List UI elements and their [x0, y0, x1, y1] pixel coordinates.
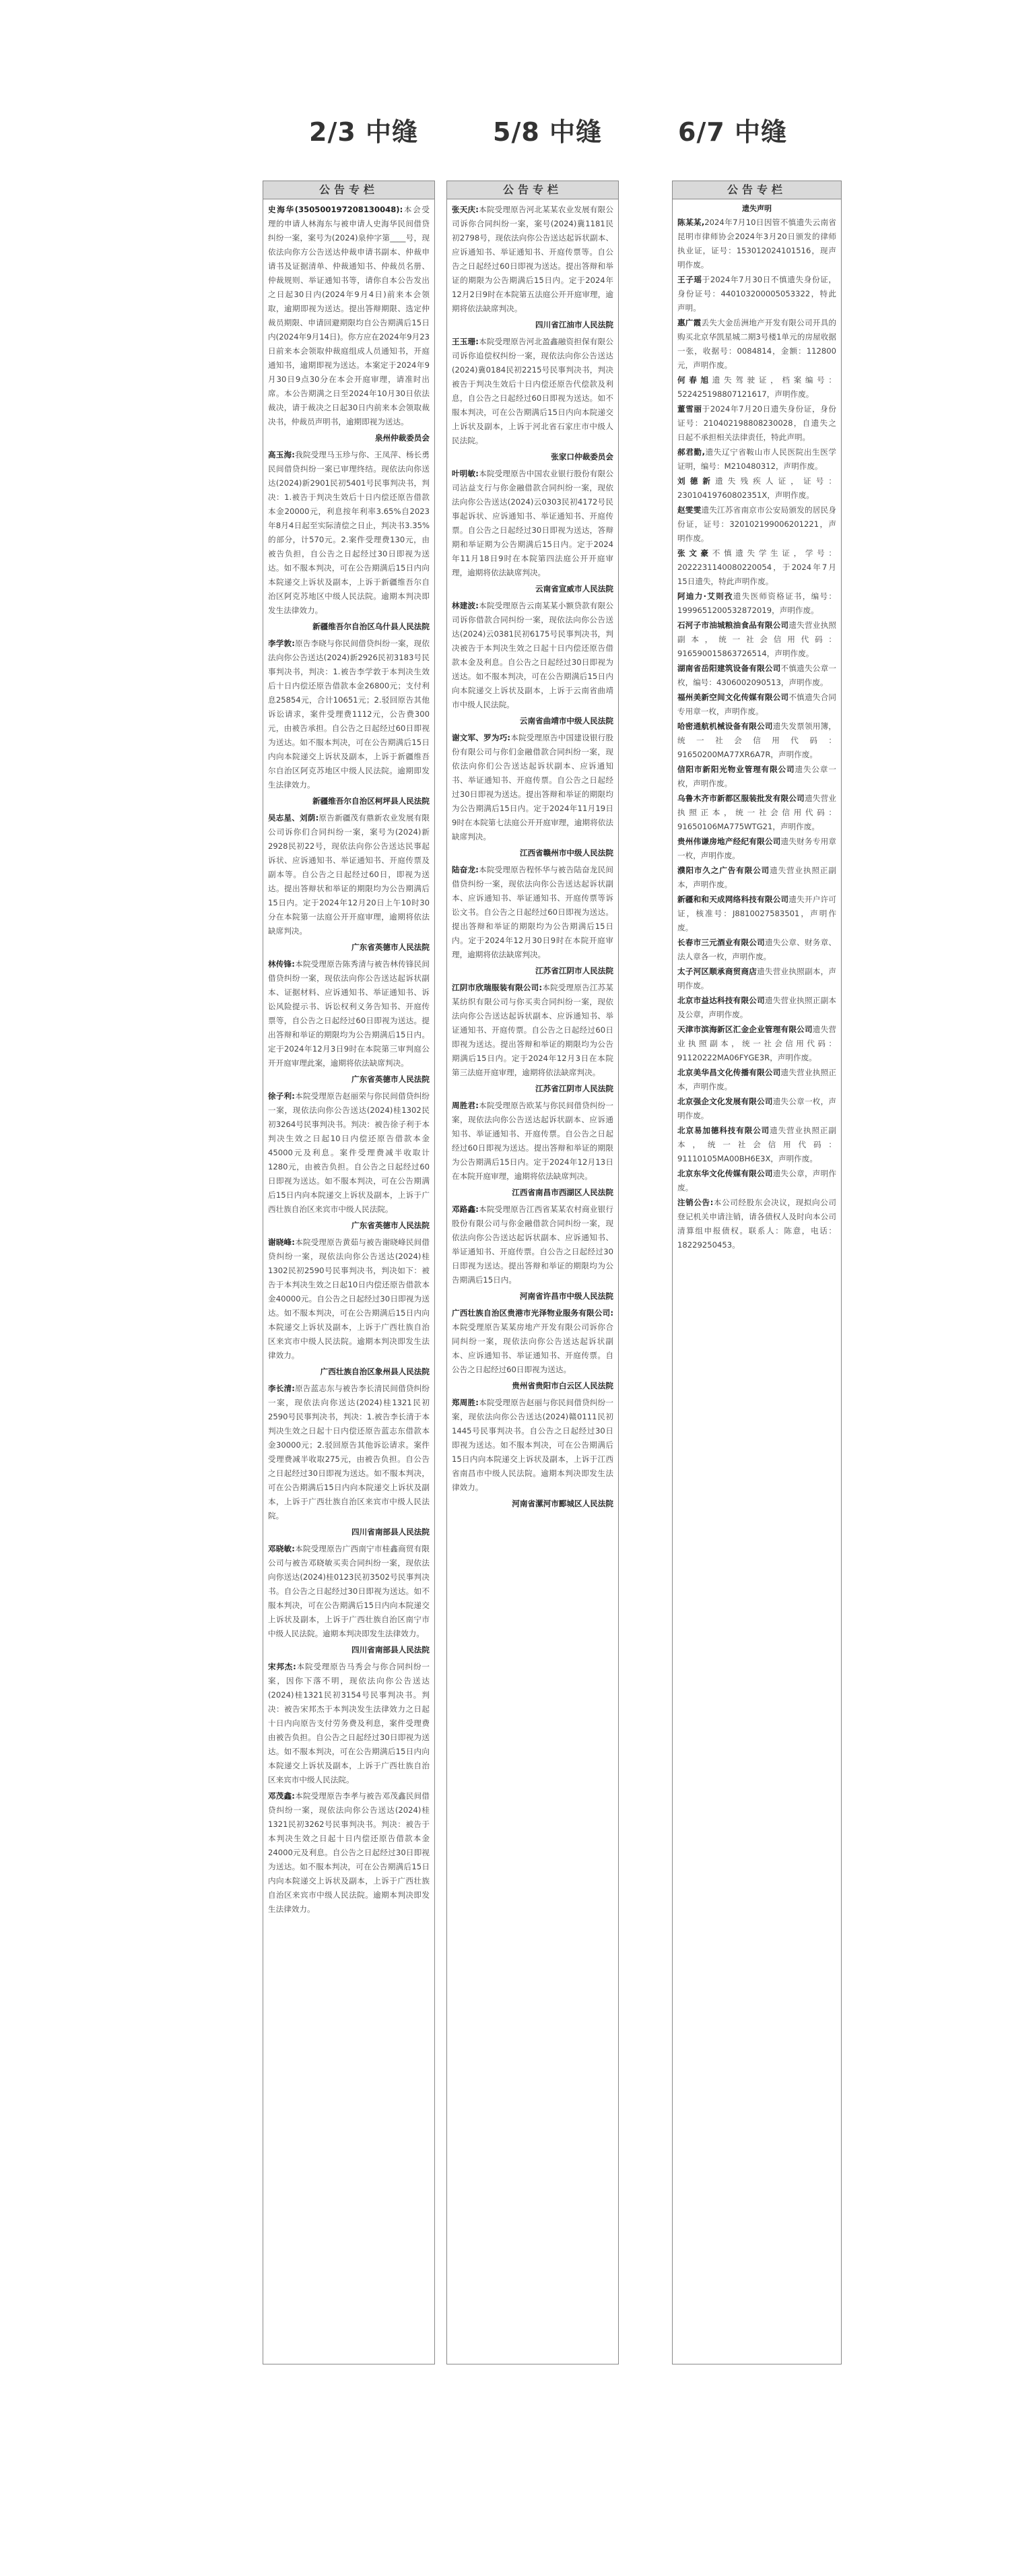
- notice-issuer: 四川省江油市人民法院: [535, 320, 613, 329]
- lost-notice-item: [677, 589, 836, 618]
- notice-paragraph: [268, 811, 430, 938]
- lost-notice-item: [677, 546, 836, 589]
- lost-notice-text: 不慎遗失学生证，学号：2022231140080220054，于2024年7月15日遗失，特此声明作废。: [677, 548, 836, 586]
- lost-notice-item: [677, 1095, 836, 1123]
- notice-text: 本院受理原告陈秀清与被告林传锋民间借贷纠纷一案，现依法向你公告送达起诉状副本、证据材料、应诉通知书、举证通知书、诉讼风险提示书、诉讼权利义务告知书、开庭传票等，自公告之日起经过60日即视为送达。提出答辩和举证的期限均为公告期满后15日内。定于2024年12月3日9时在本院第三审判庭公开开庭审理此案，逾期将依法缺席判决。: [268, 959, 430, 1068]
- notice-paragraph: [268, 1235, 430, 1363]
- lost-notice-text: 遗失医师资格证书，编号：1999651200532872019，声明作废。: [677, 591, 836, 615]
- lost-notice-item: [677, 1066, 836, 1094]
- notice-addressee: 吴志星、刘荫:: [268, 813, 319, 823]
- notice-issuer: 广东省英德市人民法院: [351, 1221, 430, 1230]
- notice-text: 本院受理原告河北盈鑫融资担保有限公司诉你追偿权纠纷一案，现依法向你公告送达(2024)冀0184民初2215号民事判决书，判决被告于判决生效后十日内偿还原告代偿款及利息，自公告之日起经过60日即视为送达。如不服本判决，可在公告期满后15日内向本院递交上诉状及副本，上诉于河北省石家庄市中级人民法院。: [452, 337, 613, 445]
- notice-paragraph: [452, 467, 613, 580]
- lost-notice-text: 2024年7月10日因管不慎遗失云南省昆明市律师协会2024年3月20日颁发的律师执业证，证号：153012024101516，现声明作废。: [677, 218, 837, 269]
- notice-issuer: 河南省漯河市郾城区人民法院: [512, 1499, 613, 1508]
- lost-notice-text: 遗失营业执照正本，统一社会信用代码：91650106MA775WTG21，声明作废。: [677, 794, 836, 831]
- lost-notice-item: [677, 690, 836, 719]
- lost-notice-party: 新疆和和天成网络科技有限公司: [677, 895, 789, 904]
- notice-addressee: 宋邦杰:: [268, 1662, 296, 1671]
- lost-notice-item: [677, 864, 836, 892]
- notice-text: 原告蓝志东与被告李长清民间借贷纠纷一案，现依法向你送达(2024)桂1321民初2590号民事判决书，判决：1.被告李长清于本判决生效之日起十日内偿还原告蓝志东借款本金30000元；2.驳回原告其他诉讼请求。案件受理费减半收取275元，由被告负担。自公告之日起经过30日即视为送达。如不服本判决，可在公告期满后15日内向本院递交上诉状及副本，上诉于广西壮族自治区来宾市中级人民法院。: [268, 1384, 430, 1520]
- notice-addressee: 周胜君:: [452, 1101, 479, 1110]
- lost-notice-item: [677, 1196, 836, 1252]
- notice-issuer: 张家口仲裁委员会: [551, 452, 613, 461]
- notice-addressee: 广西壮族自治区贵港市光泽物业服务有限公司:: [452, 1308, 613, 1318]
- notice-addressee: 林传锋:: [268, 959, 295, 969]
- notice-issuer: 四川省南部县人民法院: [351, 1527, 430, 1537]
- lost-notice-party: 张文豪: [677, 548, 712, 558]
- notice-text: 本院受理原告赵丽荣与你民间借贷纠纷一案，现依法向你公告送达(2024)桂1302民初3264号民事判决书。判决：被告徐子利于本判决生效之日起10日内偿还原告借款本金45000元及利息。案件受理费减半收取计1280元，由被告负担。自公告之日起经过60日即视为送达。如不服本判决，可在公告期满后15日内向本院递交上诉状及副本，上诉于广西壮族自治区来宾市中级人民法院。: [268, 1091, 430, 1214]
- lost-notice-item: [677, 994, 836, 1022]
- notice-paragraph: [268, 203, 430, 429]
- lost-notice-text: 不慎遗失公章一枚，编号：4306002090513，声明作废。: [677, 664, 836, 687]
- notice-addressee: 谢晓峰:: [268, 1237, 295, 1247]
- lost-notice-text: 遗失营业执照副本，统一社会信用代码：91120222MA06FYGE3R，声明作废。: [677, 1025, 836, 1062]
- notice-issuer: 四川省南部县人民法院: [351, 1645, 430, 1654]
- lost-notice-party: 北京东华文化传媒有限公司: [677, 1169, 773, 1178]
- notice-paragraph: [268, 1542, 430, 1641]
- lost-notice-party: 郝君勤,: [677, 447, 705, 457]
- lost-notice-party: 注销公告:: [677, 1198, 714, 1207]
- notice-addressee: 高玉海:: [268, 450, 295, 459]
- lost-notice-heading: 遗失声明: [742, 204, 772, 213]
- lost-notice-text: 遗失公章一枚，声明作废。: [677, 1097, 836, 1120]
- notice-text: 本院受理原告江苏某某纺织有限公司与你买卖合同纠纷一案，现依法向你公告送达起诉状副本、应诉通知书、举证通知书、开庭传票。自公告之日起经过60日即视为送达。提出答辩和举证的期限均为公告期满后15日内。定于2024年12月3日在本院第三法庭开庭审理，逾期将依法缺席判决。: [452, 983, 613, 1077]
- lost-notice-item: [677, 216, 836, 272]
- lost-notice-text: 于2024年7月20日遗失身份证，身份证号：210402198808230028，自遗失之日起不承担相关法律责任，特此声明。: [677, 404, 836, 442]
- lost-notice-item: [677, 273, 836, 315]
- notice-paragraph: [452, 863, 613, 962]
- notice-paragraph: [452, 599, 613, 712]
- notice-addressee: 郑周胜:: [452, 1398, 479, 1407]
- column-header: 公告专栏: [447, 181, 618, 199]
- notice-text: 本院受理原告赵丽与你民间借贷纠纷一案，现依法向你公告送达(2024)赣0111民初1445号民事判决书。自公告之日起经过30日即视为送达。如不服本判决，可在公告期满后15日内向本院递交上诉状及副本，上诉于江西省南昌市中级人民法院。逾期本判决即发生法律效力。: [452, 1398, 613, 1492]
- notice-paragraph: [268, 637, 430, 792]
- lost-notice-party: 董雪丽: [677, 404, 702, 414]
- lost-notice-text: 遗失江苏省南京市公安局颁发的居民身份证，证号：320102199006201221，声明作废。: [677, 505, 836, 543]
- notice-column-right: [672, 181, 842, 2364]
- notice-issuer: 云南省宣威市人民法院: [535, 584, 613, 593]
- lost-notice-party: 北京强企文化发展有限公司: [677, 1097, 773, 1106]
- notice-issuer: 广东省英德市人民法院: [351, 942, 430, 952]
- lost-notice-party: 乌鲁木齐市新都区服装批发有限公司: [677, 794, 805, 803]
- lost-notice-text: 遗失营业执照正副本，声明作废。: [677, 866, 836, 889]
- notice-paragraph: [452, 1396, 613, 1495]
- lost-notice-text: 遗失辽宁省鞍山市人民医院出生医学证明，编号：M210480312，声明作废。: [677, 447, 836, 471]
- lost-notice-party: 陈某某,: [677, 218, 705, 227]
- notice-text: 本院受理原告中国建设银行股份有限公司与你们金融借款合同纠纷一案，现依法向你们公告送达起诉状副本、应诉通知书、举证通知书、开庭传票。自公告之日起经过30日即视为送达。提出答辩和举证的期限均为公告期满后15日内。定于2024年11月19日9时在本院第七法庭公开开庭审理，逾期将依法缺席判决。: [452, 733, 613, 841]
- column-body: [673, 199, 841, 1256]
- lost-notice-item: [677, 618, 836, 661]
- notice-text: 本院受理原告江西省某某农村商业银行股份有限公司与你金融借款合同纠纷一案，现依法向你公告送达起诉状副本、应诉通知书、举证通知书、开庭传票。自公告之日起经过30日即视为送达。提出答辩和举证的期限均为公告期满后15日内。: [452, 1204, 613, 1285]
- lost-notice-text: 丢失大金岳洲地产开发有限公司开具的购买北京华凯星城二期3号楼1单元的房屋收据一张，收据号：0084814，金额：112800元，声明作废。: [677, 318, 836, 370]
- lost-notice-party: 北京市益达科技有限公司: [677, 996, 765, 1005]
- lost-notice-item: [677, 1167, 836, 1195]
- notice-issuer: 云南省曲靖市中级人民法院: [519, 716, 613, 726]
- lost-notice-item: [677, 1124, 836, 1166]
- lost-notice-item: [677, 402, 836, 445]
- page-title-6-7: 6/7 中缝: [678, 117, 787, 147]
- notice-paragraph: [452, 1099, 613, 1184]
- notice-text: 本院受理原告云南某某小额贷款有限公司诉你借款合同纠纷一案，现依法向你公告送达(2024)云0381民初6175号民事判决书，判决被告于本判决生效之日起十日内偿还原告借款本金及利息。自公告之日起经过30日即视为送达。如不服本判决，可在公告期满后15日内向本院递交上诉状及副本，上诉于云南省曲靖市中级人民法院。: [452, 601, 613, 709]
- notice-issuer: 江西省南昌市西湖区人民法院: [512, 1188, 613, 1197]
- lost-notice-text: 于2024年7月30日不慎遗失身份证，身份证号：440103200005053322，特此声明。: [677, 275, 836, 313]
- lost-notice-item: [677, 662, 836, 690]
- lost-notice-text: 遗失开户许可证，核准号：J8810027583501，声明作废。: [677, 895, 836, 932]
- lost-notice-party: 哈密通航机械设备有限公司: [677, 721, 773, 731]
- notice-issuer: 泉州仲裁委员会: [374, 433, 430, 443]
- notice-addressee: 张天庆:: [452, 205, 479, 214]
- lost-notice-item: [677, 763, 836, 791]
- lost-notice-party: 王子瑶: [677, 275, 702, 284]
- notice-addressee: 徐子利:: [268, 1091, 295, 1101]
- notice-issuer: 江西省赣州市中级人民法院: [519, 848, 613, 858]
- notice-text: 本院受理原告马秀会与你合同纠纷一案，因你下落不明，现依法向你公告送达(2024)桂1321民初3154号民事判决书。判决：被告宋邦杰于本判决发生法律效力之日起十日内向原告支付劳务费及利息，案件受理费由被告负担。自公告之日起经过30日即视为送达。如不服本判决，可在公告期满后15日内向本院递交上诉状及副本，上诉于广西壮族自治区来宾市中级人民法院。: [268, 1662, 430, 1784]
- column-body: [447, 199, 618, 1517]
- notice-paragraph: [268, 957, 430, 1070]
- lost-notice-party: 福州美新空间文化传媒有限公司: [677, 693, 789, 702]
- lost-notice-text: 遗失营业执照正本，声明作废。: [677, 1068, 836, 1091]
- notice-addressee: 邓晓敏:: [268, 1544, 295, 1553]
- lost-notice-party: 长春市三元酒业有限公司: [677, 938, 765, 947]
- lost-notice-item: [677, 893, 836, 935]
- lost-notice-text: 遗失营业执照副本，统一社会信用代码：916590015863726514，声明作废。: [677, 620, 836, 658]
- lost-notice-party: 赵雯雯: [677, 505, 702, 515]
- notice-paragraph: [268, 1089, 430, 1217]
- lost-notice-text: 本公司经股东会决议，现拟向公司登记机关申请注销，请各债权人及时向本公司清算组申报债权。联系人：陈意，电话：18229250453。: [677, 1198, 836, 1250]
- notice-text: 本院受理原告李孝与被告邓茂鑫民间借贷纠纷一案，现依法向你公告送达(2024)桂1321民初3262号民事判决书。判决：被告于本判决生效之日起十日内偿还原告借款本金24000元及利息。自公告之日起经过30日即视为送达。如不服本判决，可在公告期满后15日内向本院递交上诉状及副本，上诉于广西壮族自治区来宾市中级人民法院。逾期本判决即发生法律效力。: [268, 1791, 430, 1914]
- lost-notice-party: 何春旭: [677, 375, 712, 385]
- lost-notice-text: 遗失公章一枚，声明作废。: [677, 765, 836, 788]
- lost-notice-text: 遗失营业执照副本，声明作废。: [677, 967, 836, 990]
- notice-issuer: 江苏省江阴市人民法院: [535, 966, 613, 975]
- lost-notice-party: 太子河区顺承商贸商店: [677, 967, 758, 976]
- lost-notice-text: 遗失驾驶证，档案编号：522425198807121617，声明作废。: [677, 375, 836, 399]
- notice-paragraph: [452, 1306, 613, 1377]
- lost-notice-item: [677, 965, 836, 993]
- notice-paragraph: [452, 1202, 613, 1287]
- notice-addressee: 叶明敏:: [452, 469, 479, 478]
- lost-notice-text: 遗失公章，声明作废。: [677, 1169, 836, 1192]
- notice-text: 本院受理原告黄茹与被告谢晓峰民间借贷纠纷一案，现依法向你公告送达(2024)桂1302民初2590号民事判决书，判决如下：被告于本判决生效之日起10日内偿还原告借款本金40000元。自公告之日起经过30日即视为送达。如不服本判决，可在公告期满后15日内向本院递交上诉状及副本，上诉于广西壮族自治区来宾市中级人民法院。逾期本判决即发生法律效力。: [268, 1237, 430, 1360]
- page-title-2-3: 2/3 中缝: [309, 117, 418, 147]
- notice-issuer: 江苏省江阴市人民法院: [535, 1084, 613, 1093]
- lost-notice-party: 天津市滨海新区汇金企业管理有限公司: [677, 1025, 813, 1034]
- column-header: 公告专栏: [673, 181, 841, 199]
- lost-notice-item: [677, 445, 836, 474]
- notice-addressee: 史海华(350500197208130048):: [268, 205, 403, 214]
- lost-notice-party: 贵州伟谦房地产经纪有限公司: [677, 837, 781, 846]
- lost-notice-text: 遗失发票领用簿，统一社会信用代码：91650200MA77XR6A7R，声明作废。: [677, 721, 836, 759]
- lost-notice-item: [677, 316, 836, 373]
- lost-notice-item: [677, 1023, 836, 1065]
- lost-notice-text: 遗失营业执照正副本，统一社会信用代码：91110105MA00BH6E3X，声明作废。: [677, 1126, 836, 1163]
- notice-issuer: 贵州省贵阳市白云区人民法院: [512, 1381, 613, 1390]
- notice-issuer: 广西壮族自治区象州县人民法院: [320, 1367, 430, 1376]
- lost-notice-item: [677, 835, 836, 863]
- notice-addressee: 邓茂鑫:: [268, 1791, 295, 1801]
- page-title-5-8: 5/8 中缝: [493, 117, 602, 147]
- lost-notice-text: 遗失营业执照正副本及公章，声明作废。: [677, 996, 836, 1019]
- lost-notice-text: 不慎遗失合同专用章一枚，声明作废。: [677, 693, 836, 716]
- notice-issuer: 新疆维吾尔自治区柯坪县人民法院: [312, 796, 430, 806]
- notice-addressee: 邓路鑫:: [452, 1204, 479, 1214]
- lost-notice-text: 遗失财务专用章一枚，声明作废。: [677, 837, 836, 860]
- lost-notice-item: [677, 936, 836, 964]
- lost-notice-item: [677, 719, 836, 762]
- notice-paragraph: [268, 1660, 430, 1787]
- lost-notice-party: 石河子市油城粮油食品有限公司: [677, 620, 789, 630]
- notice-text: 原告新疆茂有鼎新农业发展有限公司诉你们合同纠纷一案，案号为(2024)新2928民初22号，现依法向你公告送达民事起诉状、应诉通知书、举证通知书、开庭传票及副本等。自公告之日起经过60日，即视为送达。提出答辩状和举证的期限均为公告期满后15日内。定于2024年12月20日上午10时30分在本院第一法庭公开开庭审理，逾期将依法缺席判决。: [268, 813, 430, 936]
- lost-notice-party: 北京易加德科技有限公司: [677, 1126, 770, 1135]
- column-header: 公告专栏: [263, 181, 434, 199]
- notice-paragraph: [268, 1382, 430, 1523]
- lost-notice-party: 刘德新: [677, 476, 716, 486]
- notice-text: 本院受理原告欧某与你民间借贷纠纷一案，现依法向你公告送达起诉状副本、应诉通知书、举证通知书、开庭传票。自公告之日起经过60日即视为送达。提出答辩和举证的期限为公告期满后15日内。定于2024年12月13日在本院开庭审理，逾期将依法缺席判决。: [452, 1101, 613, 1181]
- lost-notice-item: [677, 792, 836, 834]
- lost-notice-item: [677, 373, 836, 401]
- column-body: [263, 199, 434, 1922]
- notice-text: 本院受理原告广西南宁市桂鑫商贸有限公司与被告邓晓敏买卖合同纠纷一案，现依法向你送达(2024)桂0123民初3502号民事判决书。自公告之日起经过30日即视为送达。如不服本判决，可在公告期满后15日内向本院递交上诉状及副本，上诉于广西壮族自治区南宁市中级人民法院。逾期本判决即发生法律效力。: [268, 1544, 430, 1638]
- lost-notice-party: 湖南省岳阳建筑设备有限公司: [677, 664, 781, 673]
- notice-text: 我院受理马玉珍与你、王凤萍、杨长勇民间借贷纠纷一案已审理终结。现依法向你送达(2024)新2901民初5401号民事判决书，判决：1.被告于判决生效后十日内偿还原告借款本金20000元，利息按年利率3.65%自2023年8月4日起至实际清偿之日止，判决书3.35%的部分，计570元。2.案件受理费130元，由被告负担，自公告之日起经过30日即视为送达。如不服本判决，可在公告期满后15日内向本院递交上诉状及副本，上诉于新疆维吾尔自治区阿克苏地区中级人民法院。逾期本判决即发生法律效力。: [268, 450, 430, 615]
- notice-text: 本院受理原告程怀华与被告陆奋龙民间借贷纠纷一案，现依法向你公告送达起诉状副本、应诉通知书、举证通知书、开庭传票等诉讼文书。自公告之日起经过60日即视为送达。提出答辩和举证的期限均为公告期满后15日内。定于2024年12月30日9时在本院开庭审理，逾期将依法缺席判决。: [452, 865, 613, 959]
- notice-paragraph: [452, 981, 613, 1080]
- notice-paragraph: [268, 448, 430, 618]
- notice-issuer: 广东省英德市人民法院: [351, 1074, 430, 1084]
- notice-text: 本院受理原告河北某某农业发展有限公司诉你合同纠纷一案，案号(2024)冀1181民初2798号，现依法向你公告送达起诉状副本、应诉通知书、举证通知书、开庭传票等。自公告之日起经过60日即视为送达。提出答辩和举证的期限为公告期满后15日内。定于2024年12月2日9时在本院第五法庭公开开庭审理，逾期将依法缺席判决。: [452, 205, 613, 313]
- lost-notice-party: 阿迪力·艾则孜: [677, 591, 733, 601]
- lost-notice-party: 信阳市新阳光物业管理有限公司: [677, 765, 795, 774]
- notice-addressee: 林建波:: [452, 601, 479, 610]
- notice-paragraph: [452, 203, 613, 316]
- lost-notice-party: 北京美华昌文化传播有限公司: [677, 1068, 781, 1077]
- lost-notice-party: 濮阳市久之广告有限公司: [677, 866, 770, 875]
- notice-addressee: 谢文军、罗为巧:: [452, 733, 511, 742]
- notice-addressee: 王玉珊:: [452, 337, 479, 346]
- notice-text: 本院受理原告某某房地产开发有限公司诉你合同纠纷一案，现依法向你公告送达起诉状副本、应诉通知书、举证通知书、开庭传票。自公告之日起经过60日即视为送达。: [452, 1322, 613, 1374]
- notice-paragraph: [268, 1789, 430, 1917]
- lost-notice-text: 遗失残疾人证，证号：23010419760802351X，声明作废。: [677, 476, 836, 500]
- lost-notice-party: 惠广霞: [677, 318, 702, 327]
- notice-paragraph: [452, 335, 613, 448]
- notice-issuer: 新疆维吾尔自治区乌什县人民法院: [312, 622, 430, 631]
- notice-paragraph: [452, 731, 613, 844]
- notice-text: 本院受理原告中国农业银行股份有限公司沾益支行与你金融借款合同纠纷一案，现依法向你公告送达(2024)云0303民初4172号民事起诉状、应诉通知书、举证通知书、开庭传票。自公告之日起经过30日即视为送达，答辩期和举证期为公告期满后15日内。定于2024年11月18日9时在本院第四法庭公开开庭审理，逾期将依法缺席判决。: [452, 469, 613, 577]
- notice-column-middle: [446, 181, 619, 2364]
- notice-text: 原告李晓与你民间借贷纠纷一案，现依法向你公告送达(2024)新2926民初3183号民事判决书，判决：1.被告李学敦于本判决生效后十日内偿还原告借款本金26800元；支付利息25854元，合计10651元；2.驳回原告其他诉讼请求，案件受理费1112元，公告费300元，由被告承担。自公告之日起经过60日即视为送达。如不服本判决，可在公告期满后15日内向本院递交上诉状及副本，上诉于新疆维吾尔自治区阿克苏地区中级人民法院。逾期即发生法律效力。: [268, 639, 430, 790]
- notice-column-left: [263, 181, 435, 2364]
- notice-addressee: 江阴市欣瑞服装有限公司:: [452, 983, 543, 992]
- notice-addressee: 李学敦:: [268, 639, 295, 648]
- notice-issuer: 河南省许昌市中级人民法院: [519, 1291, 613, 1301]
- notice-addressee: 李长清:: [268, 1384, 295, 1393]
- notice-addressee: 陆奋龙:: [452, 865, 479, 874]
- lost-notice-item: [677, 503, 836, 546]
- notice-text: 本会受理的申请人林海东与被申请人史海华民间借贷纠纷一案，案号为(2024)泉仲字第____号，现依法向你方公告送达仲裁申请书副本、仲裁申请书及证据清单、仲裁通知书、仲裁员名册、仲裁规则、举证通知书等，请你自本公告发出之日起30日内(2024年9月4日)前来本会领取，逾期即视为送达。提出答辩期限、选定仲裁员期限、申请回避期限均自公告期满后15日内(2024年9月14日)。你方应在2024年9月23日前来本会领取仲裁庭组成人员通知书，开庭通知书，逾期即视为送达。本案定于2024年9月30日9点30分在本会开庭审理，请准时出席。本公告期满之日至2024年10月30日依法裁决，请于裁决之日起30日内前来本会领取裁决书，仲裁员声明书，逾期即视为送达。: [268, 205, 430, 426]
- lost-notice-text: 遗失公章、财务章、法人章各一枚，声明作废。: [677, 938, 836, 961]
- lost-notice-item: [677, 474, 836, 503]
